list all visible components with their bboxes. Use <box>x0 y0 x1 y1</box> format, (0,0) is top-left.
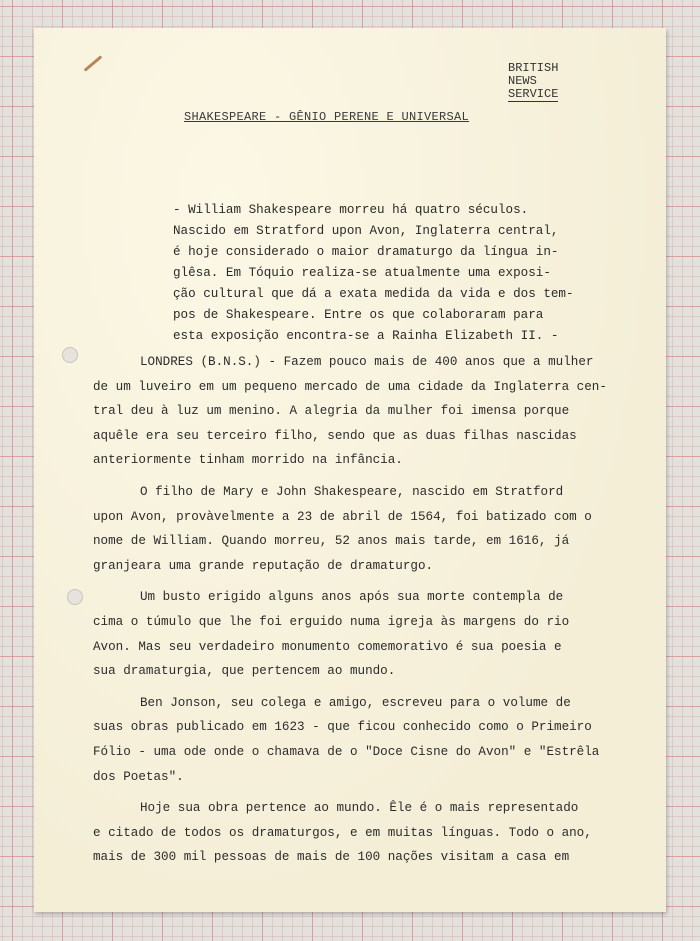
body-line: upon Avon, provàvelmente a 23 de abril de 1564, foi batizado com o <box>93 509 592 524</box>
body-line: LONDRES (B.N.S.) - Fazem pouco mais de 400 anos que a mulher <box>140 355 594 369</box>
punch-hole-upper <box>62 347 78 363</box>
body-line: Fólio - uma ode onde o chamava de o "Doce Cisne do Avon" e "Estrêla <box>93 744 600 759</box>
document-title: SHAKESPEARE - GÊNIO PERENE E UNIVERSAL <box>184 110 470 124</box>
body-line: sua dramaturgia, que pertencem ao mundo. <box>93 664 396 679</box>
body-line: mais de 300 mil pessoas de mais de 100 nações visitam a casa em <box>93 850 570 865</box>
body-line: e citado de todos os dramaturgos, e em muitas línguas. Todo o ano, <box>93 825 592 840</box>
body-line: Um busto erigido alguns anos após sua morte contempla de <box>140 590 564 605</box>
lead-paragraph <box>173 200 593 347</box>
lead-line: ção cultural que dá a exata medida da vida e dos tem- <box>173 287 574 301</box>
body-line: aquêle era seu terceiro filho, sendo que as duas filhas nascidas <box>93 428 577 443</box>
stamp-line-news: NEWS <box>508 74 537 88</box>
punch-hole-lower <box>67 589 83 605</box>
paragraph-gap <box>93 473 613 480</box>
stamp-line-british: BRITISH <box>508 61 559 75</box>
stamp-line-service: SERVICE <box>508 87 559 101</box>
body-line: Hoje sua obra pertence ao mundo. Êle é o mais representado <box>140 801 579 816</box>
body-line: de um luveiro em um pequeno mercado de uma cidade da Inglaterra cen- <box>93 379 607 394</box>
lead-line: Nascido em Stratford upon Avon, Inglaterra central, <box>173 224 559 238</box>
body-line: tral deu à luz um menino. A alegria da mulher foi imensa porque <box>93 404 570 419</box>
body-line: nome de William. Quando morreu, 52 anos mais tarde, em 1616, já <box>93 534 570 549</box>
article-body <box>93 350 613 870</box>
lead-line: pos de Shakespeare. Entre os que colaboraram para <box>173 308 544 322</box>
body-line: cima o túmulo que lhe foi erguido numa igreja às margens do rio <box>93 614 570 629</box>
body-line: anteriormente tinham morrido na infância. <box>93 453 403 468</box>
body-line: Ben Jonson, seu colega e amigo, escreveu para o volume de <box>140 695 571 710</box>
lead-line: glêsa. Em Tóquio realiza-se atualmente uma exposi- <box>173 266 551 280</box>
agency-stamp <box>508 62 558 102</box>
lead-line: é hoje considerado o maior dramaturgo da língua in- <box>173 245 559 259</box>
body-line: O filho de Mary e John Shakespeare, nascido em Stratford <box>140 484 564 499</box>
paragraph-gap <box>93 789 613 796</box>
paragraph-gap <box>93 578 613 585</box>
paragraph-gap <box>93 684 613 691</box>
body-line: suas obras publicado em 1623 - que ficou conhecido como o Primeiro <box>93 720 592 735</box>
lead-line: - William Shakespeare morreu há quatro séculos. <box>173 203 529 217</box>
body-line: granjeara uma grande reputação de dramaturgo. <box>93 558 434 573</box>
lead-line: esta exposição encontra-se a Rainha Elizabeth II. - <box>173 329 559 343</box>
body-line: Avon. Mas seu verdadeiro monumento comemorativo é sua poesia e <box>93 639 562 654</box>
body-line: dos Poetas". <box>93 769 184 784</box>
